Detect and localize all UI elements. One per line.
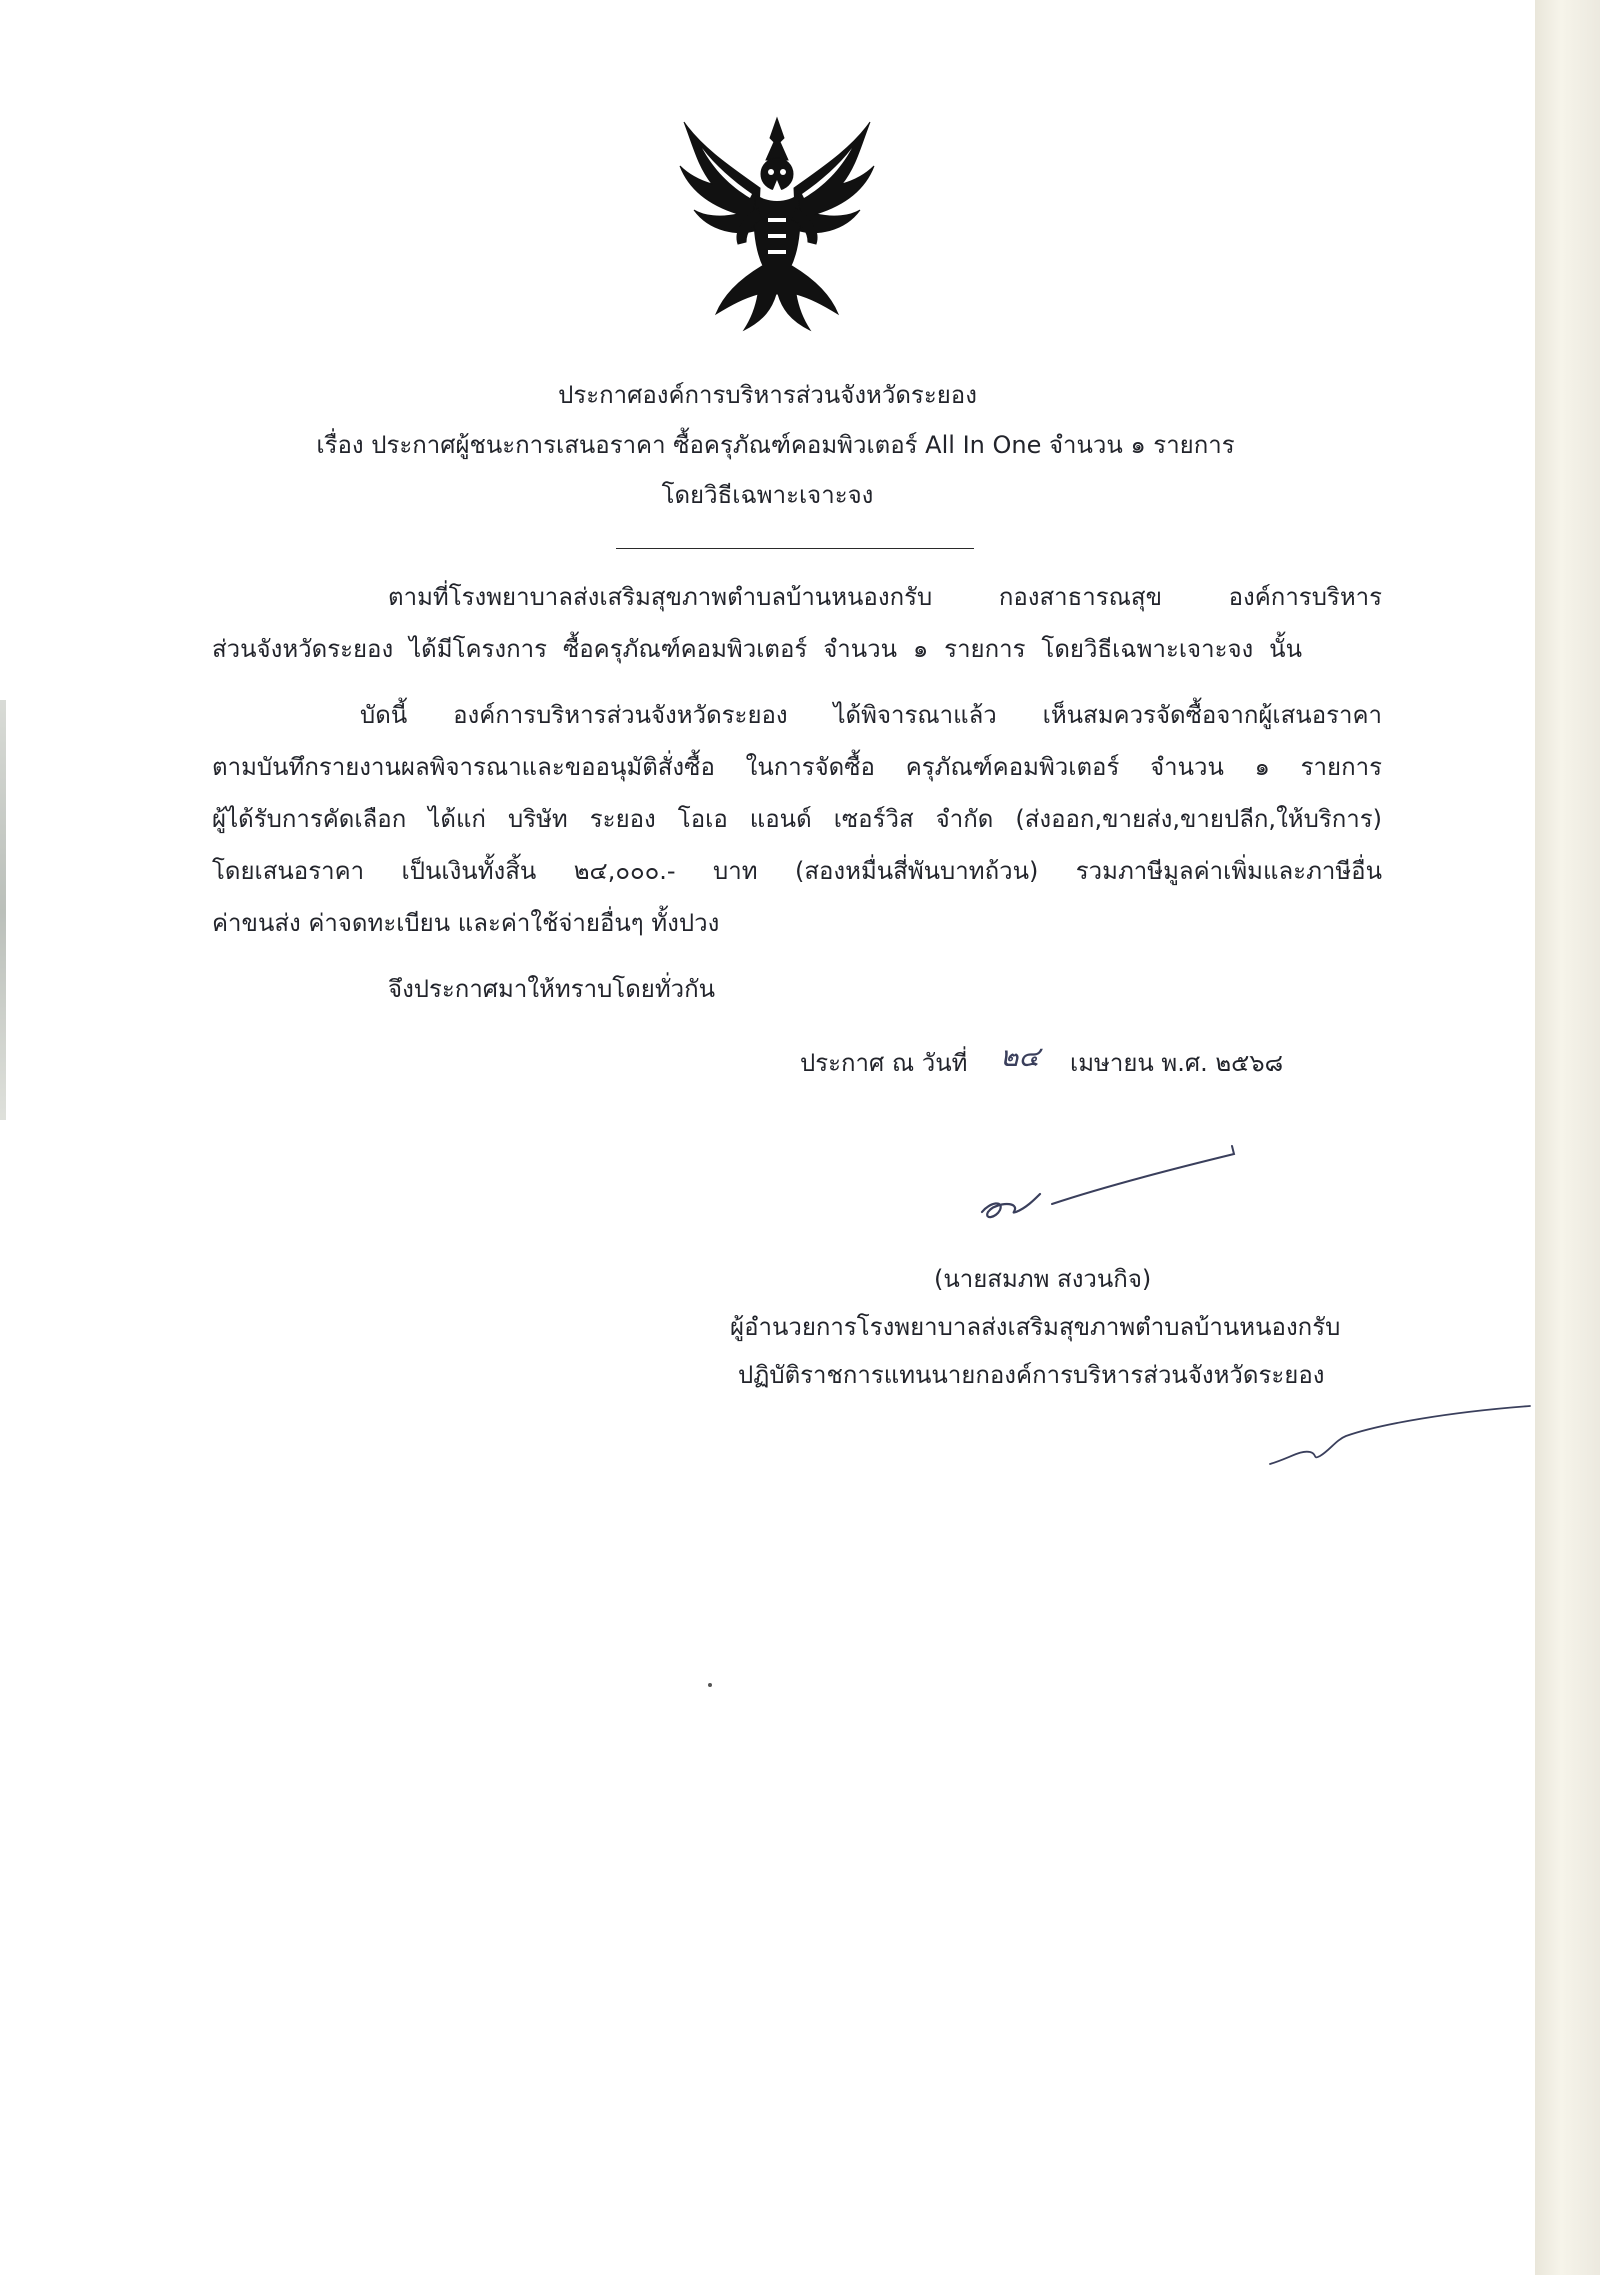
page-edge-background (1535, 0, 1600, 2275)
para2-line2: ตามบันทึกรายงานผลพิจารณาและขออนุมัติสั่งซื้อ ในการจัดซื้อ ครุภัณฑ์คอมพิวเตอร์ จำนวน ๑ รายการ (212, 753, 1382, 781)
para1-line2: ส่วนจังหวัดระยอง ได้มีโครงการ ซื้อครุภัณฑ์คอมพิวเตอร์ จำนวน ๑ รายการ โดยวิธีเฉพาะเจาะจง นั้น (212, 635, 1302, 663)
signer-position-line2: ปฏิบัติราชการแทนนายกองค์การบริหารส่วนจังหวัดระยอง (738, 1361, 1325, 1389)
announcement-method: โดยวิธีเฉพาะเจาะจง (661, 481, 874, 509)
signer-name: (นายสมภพ สงวนกิจ) (934, 1265, 1152, 1293)
paper-speck (708, 1683, 712, 1687)
signature-mark (970, 1140, 1250, 1240)
date-prefix: ประกาศ ณ วันที่ (800, 1049, 968, 1077)
garuda-emblem-icon (672, 108, 882, 338)
date-month-year: เมษายน พ.ศ. ๒๕๖๘ (1070, 1049, 1284, 1077)
page-edge-shadow (0, 700, 6, 1120)
closing-line: จึงประกาศมาให้ทราบโดยทั่วกัน (388, 975, 716, 1003)
para1-line1: ตามที่โรงพยาบาลส่งเสริมสุขภาพตำบลบ้านหนองกรับ กองสาธารณสุข องค์การบริหาร (388, 583, 1382, 611)
initial-mark (1260, 1400, 1540, 1480)
date-day-handwritten: ๒๔ (1000, 1040, 1040, 1073)
para2-line4: โดยเสนอราคา เป็นเงินทั้งสิ้น ๒๔,๐๐๐.- บาท (สองหมื่นสี่พันบาทถ้วน) รวมภาษีมูลค่าเพิ่มและภาษีอื่น (212, 857, 1382, 885)
para2-line3: ผู้ได้รับการคัดเลือก ได้แก่ บริษัท ระยอง โอเอ แอนด์ เซอร์วิส จำกัด (ส่งออก,ขายส่ง,ขายปลีก,ให้บริการ) (212, 805, 1382, 833)
announcement-subject: เรื่อง ประกาศผู้ชนะการเสนอราคา ซื้อครุภัณฑ์คอมพิวเตอร์ All In One จำนวน ๑ รายการ (316, 431, 1235, 459)
title-divider (616, 548, 974, 549)
para2-line1: บัดนี้ องค์การบริหารส่วนจังหวัดระยอง ได้พิจารณาแล้ว เห็นสมควรจัดซื้อจากผู้เสนอราคา (360, 701, 1382, 729)
signer-position-line1: ผู้อำนวยการโรงพยาบาลส่งเสริมสุขภาพตำบลบ้านหนองกรับ (730, 1313, 1341, 1341)
para2-line5: ค่าขนส่ง ค่าจดทะเบียน และค่าใช้จ่ายอื่นๆ ทั้งปวง (212, 909, 720, 937)
announcement-title: ประกาศองค์การบริหารส่วนจังหวัดระยอง (558, 381, 977, 409)
